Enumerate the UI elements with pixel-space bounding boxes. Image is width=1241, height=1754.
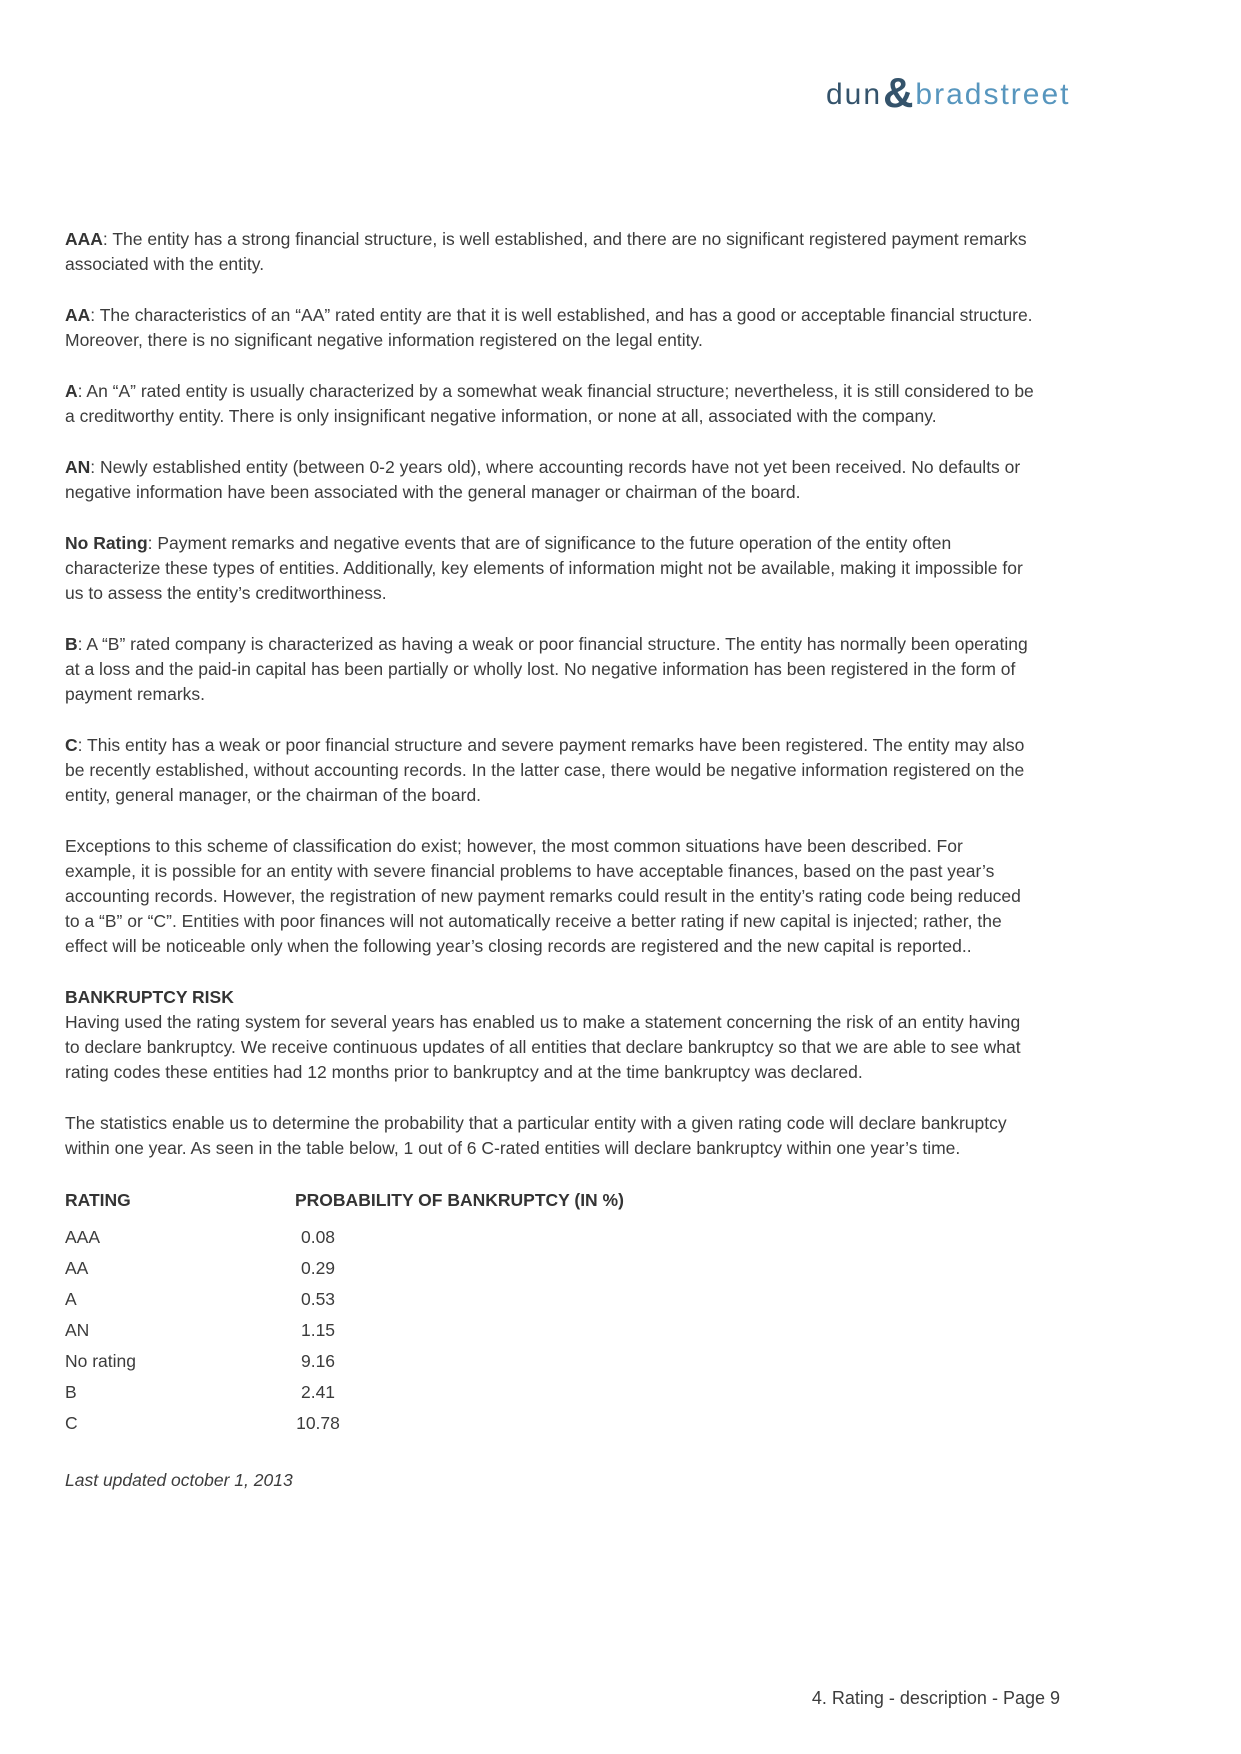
rating-cell: No rating xyxy=(65,1351,137,1371)
logo-text-dun: dun xyxy=(826,78,883,111)
bankruptcy-paragraph-2: The statistics enable us to determine the probability that a particular entity with a given rating code will declare bankruptcy within one year. As seen in the table below, 1 out of 6 C-rated entities will declare bankruptcy within one year’s time. xyxy=(65,1113,1007,1158)
rating-term-a: A xyxy=(65,381,78,401)
probability-value: 9.16 xyxy=(300,1351,336,1371)
rating-text-an: : Newly established entity (between 0-2 years old), where accounting records have not yet been received. No defaults or negative information have been associated with the general manager or chairman of the board. xyxy=(65,457,1021,502)
table-row-no-rating xyxy=(65,1346,624,1377)
rating-cell: AAA xyxy=(65,1227,101,1247)
page-footer: 4. Rating - description - Page 9 xyxy=(811,1688,1060,1708)
rating-term-an: AN xyxy=(65,457,91,477)
table-row-c xyxy=(65,1408,624,1439)
logo-text-bradstreet: bradstreet xyxy=(915,78,1071,111)
probability-value: 0.08 xyxy=(300,1227,336,1247)
rating-cell: B xyxy=(65,1382,77,1402)
rating-paragraph-aa xyxy=(65,303,1035,353)
table-header-row xyxy=(65,1188,624,1222)
rating-paragraph-an xyxy=(65,455,1035,505)
probability-cell xyxy=(295,1377,624,1408)
rating-term-aa: AA xyxy=(65,305,91,325)
logo-ampersand-icon: & xyxy=(883,69,914,116)
probability-cell xyxy=(295,1408,624,1439)
probability-cell xyxy=(295,1253,624,1284)
probability-value: 10.78 xyxy=(296,1413,340,1433)
exceptions-paragraph: Exceptions to this scheme of classification do exist; however, the most common situations have been described. For example, it is possible for an entity with severe financial problems to have acceptable finances, based on the past year’s accounting records. However, the registration of new payment remarks could result in the entity’s rating code being reduced to a “B” or “C”. Entities with poor finances will not automatically receive a better rating if new capital is injected; rather, the effect will be noticeable only when the following year’s closing records are registered and the new capital is reported.. xyxy=(65,836,1021,956)
rating-text-aa: : The characteristics of an “AA” rated entity are that it is well established, and has a good or acceptable financial structure. Moreover, there is no significant negative information registered on the legal entity. xyxy=(65,305,1033,350)
rating-paragraph-a xyxy=(65,379,1035,429)
table-row-aa xyxy=(65,1253,624,1284)
rating-cell: C xyxy=(65,1413,78,1433)
probability-value: 0.53 xyxy=(300,1289,336,1309)
rating-paragraph-c xyxy=(65,733,1035,808)
rating-term-c: C xyxy=(65,735,78,755)
bankruptcy-probability-table xyxy=(65,1188,624,1439)
table-row-an xyxy=(65,1315,624,1346)
rating-cell: A xyxy=(65,1289,77,1309)
rating-term-no-rating: No Rating xyxy=(65,533,148,553)
rating-term-aaa: AAA xyxy=(65,229,103,249)
rating-text-aaa: : The entity has a strong financial structure, is well established, and there are no significant registered payment remarks associated with the entity. xyxy=(65,229,1027,274)
rating-paragraph-aaa xyxy=(65,227,1035,277)
rating-text-b: : A “B” rated company is characterized as having a weak or poor financial structure. The entity has normally been operating at a loss and the paid-in capital has been partially or wholly lost. No negative information has been registered in the form of payment remarks. xyxy=(65,634,1028,704)
rating-text-no-rating: : Payment remarks and negative events that are of significance to the future operation of the entity often characterize these types of entities. Additionally, key elements of information might not be available, making it impossible for us to assess the entity’s creditworthiness. xyxy=(65,533,1023,603)
table-header-rating: RATING xyxy=(65,1190,131,1210)
rating-cell: AN xyxy=(65,1320,90,1340)
table-header-probability: PROBABILITY OF BANKRUPTCY (IN %) xyxy=(295,1190,624,1210)
document-content xyxy=(65,227,1035,1493)
bankruptcy-risk-heading: BANKRUPTCY RISK xyxy=(65,987,234,1007)
probability-cell xyxy=(295,1346,624,1377)
probability-cell xyxy=(295,1315,624,1346)
probability-cell xyxy=(295,1284,624,1315)
table-row-a xyxy=(65,1284,624,1315)
probability-cell xyxy=(295,1222,624,1253)
table-row-b xyxy=(65,1377,624,1408)
probability-value: 1.15 xyxy=(300,1320,336,1340)
probability-value: 2.41 xyxy=(300,1382,336,1402)
rating-cell: AA xyxy=(65,1258,89,1278)
last-updated-note: Last updated october 1, 2013 xyxy=(65,1470,293,1490)
rating-paragraph-no-rating xyxy=(65,531,1035,606)
bankruptcy-paragraph-1: Having used the rating system for several years has enabled us to make a statement concerning the risk of an entity having to declare bankruptcy. We receive continuous updates of all entities that declare bankruptcy so that we are able to see what rating codes these entities had 12 months prior to bankruptcy and at the time bankruptcy was declared. xyxy=(65,1012,1021,1082)
probability-value: 0.29 xyxy=(300,1258,336,1278)
rating-paragraph-b xyxy=(65,632,1035,707)
rating-term-b: B xyxy=(65,634,78,654)
table-row-aaa xyxy=(65,1222,624,1253)
dun-bradstreet-logo xyxy=(826,66,1070,114)
rating-text-c: : This entity has a weak or poor financial structure and severe payment remarks have been registered. The entity may also be recently established, without accounting records. In the latter case, there would be negative information registered on the entity, general manager, or the chairman of the board. xyxy=(65,735,1025,805)
rating-text-a: : An “A” rated entity is usually characterized by a somewhat weak financial structure; nevertheless, it is still considered to be a creditworthy entity. There is only insignificant negative information, or none at all, associated with the company. xyxy=(65,381,1034,426)
